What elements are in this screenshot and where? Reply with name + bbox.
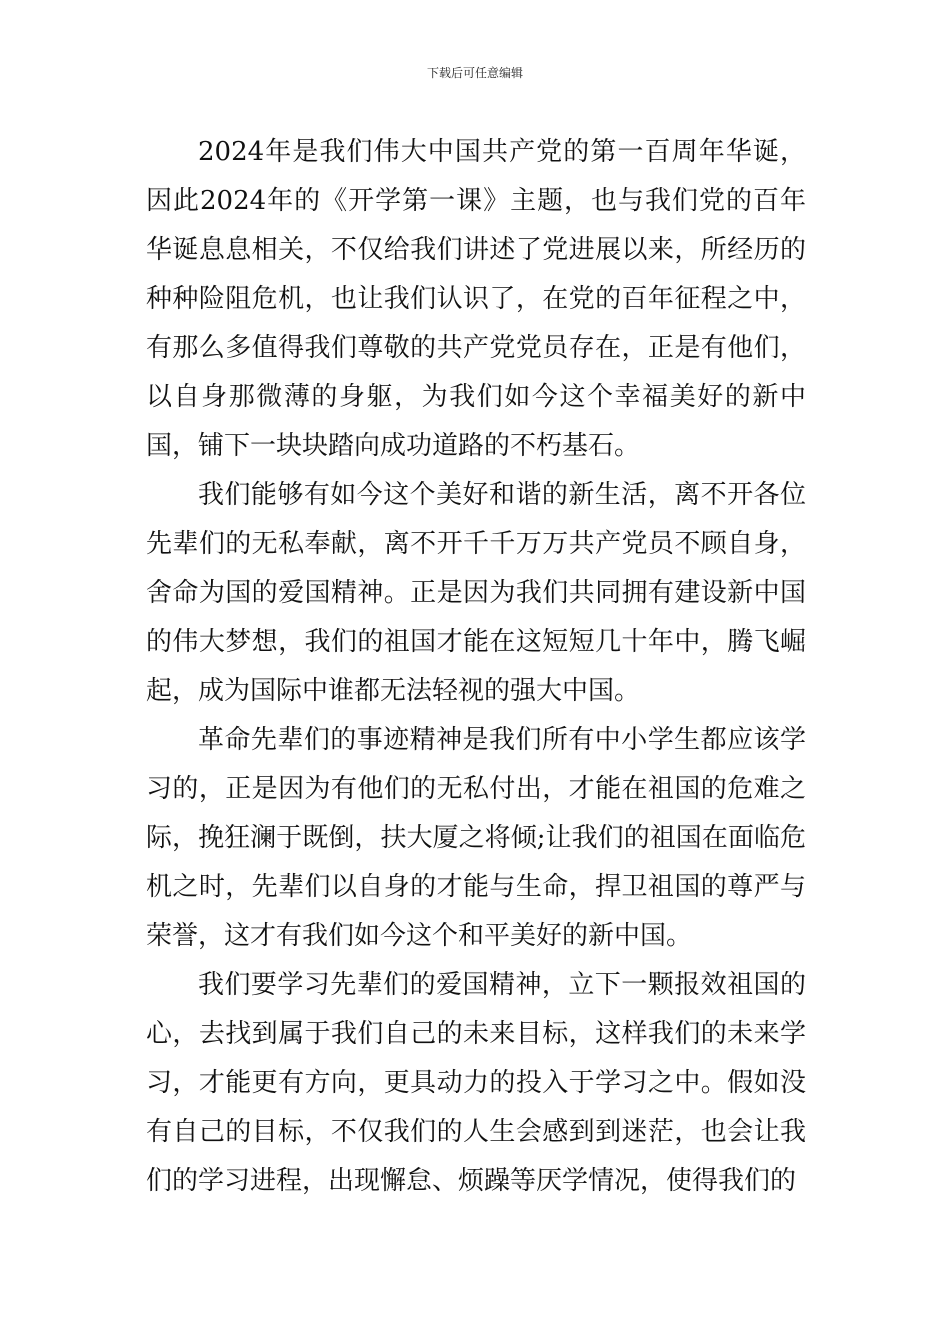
paragraph-1: 2024年是我们伟大中国共产党的第一百周年华诞，因此2024年的《开学第一课》主题，也与我们党的百年华诞息息相关，不仅给我们讲述了党进展以来，所经历的种种险阻危机，也让我们认识了，在党的百年征程之中，有那么多值得我们尊敬的共产党党员存在，正是有他们，以自身那微薄的身躯，为我们如今这个幸福美好的新中国，铺下一块块踏向成功道路的不朽基石。 [146, 137, 806, 461]
page-header: 下载后可任意编辑 [426, 66, 523, 80]
paragraph-4: 我们要学习先辈们的爱国精神，立下一颗报效祖国的心，去找到属于我们自己的未来目标，这样我们的未来学习，才能更有方向，更具动力的投入于学习之中。假如没有自己的目标，不仅我们的人生会感到到迷茫，也会让我们的学习进程，出现懈怠、烦躁等厌学情况，使得我们的 [146, 970, 806, 1196]
paragraph-3: 革命先辈们的事迹精神是我们所有中小学生都应该学习的，正是因为有他们的无私付出，才能在祖国的危难之际，挽狂澜于既倒，扶大厦之将倾;让我们的祖国在面临危机之时，先辈们以自身的才能与生命，捍卫祖国的尊严与荣誉，这才有我们如今这个和平美好的新中国。 [146, 725, 806, 951]
document-body [146, 128, 806, 1206]
paragraph-2: 我们能够有如今这个美好和谐的新生活，离不开各位先辈们的无私奉献，离不开千千万万共产党员不顾自身，舍命为国的爱国精神。正是因为我们共同拥有建设新中国的伟大梦想，我们的祖国才能在这短短几十年中，腾飞崛起，成为国际中谁都无法轻视的强大中国。 [146, 480, 806, 706]
